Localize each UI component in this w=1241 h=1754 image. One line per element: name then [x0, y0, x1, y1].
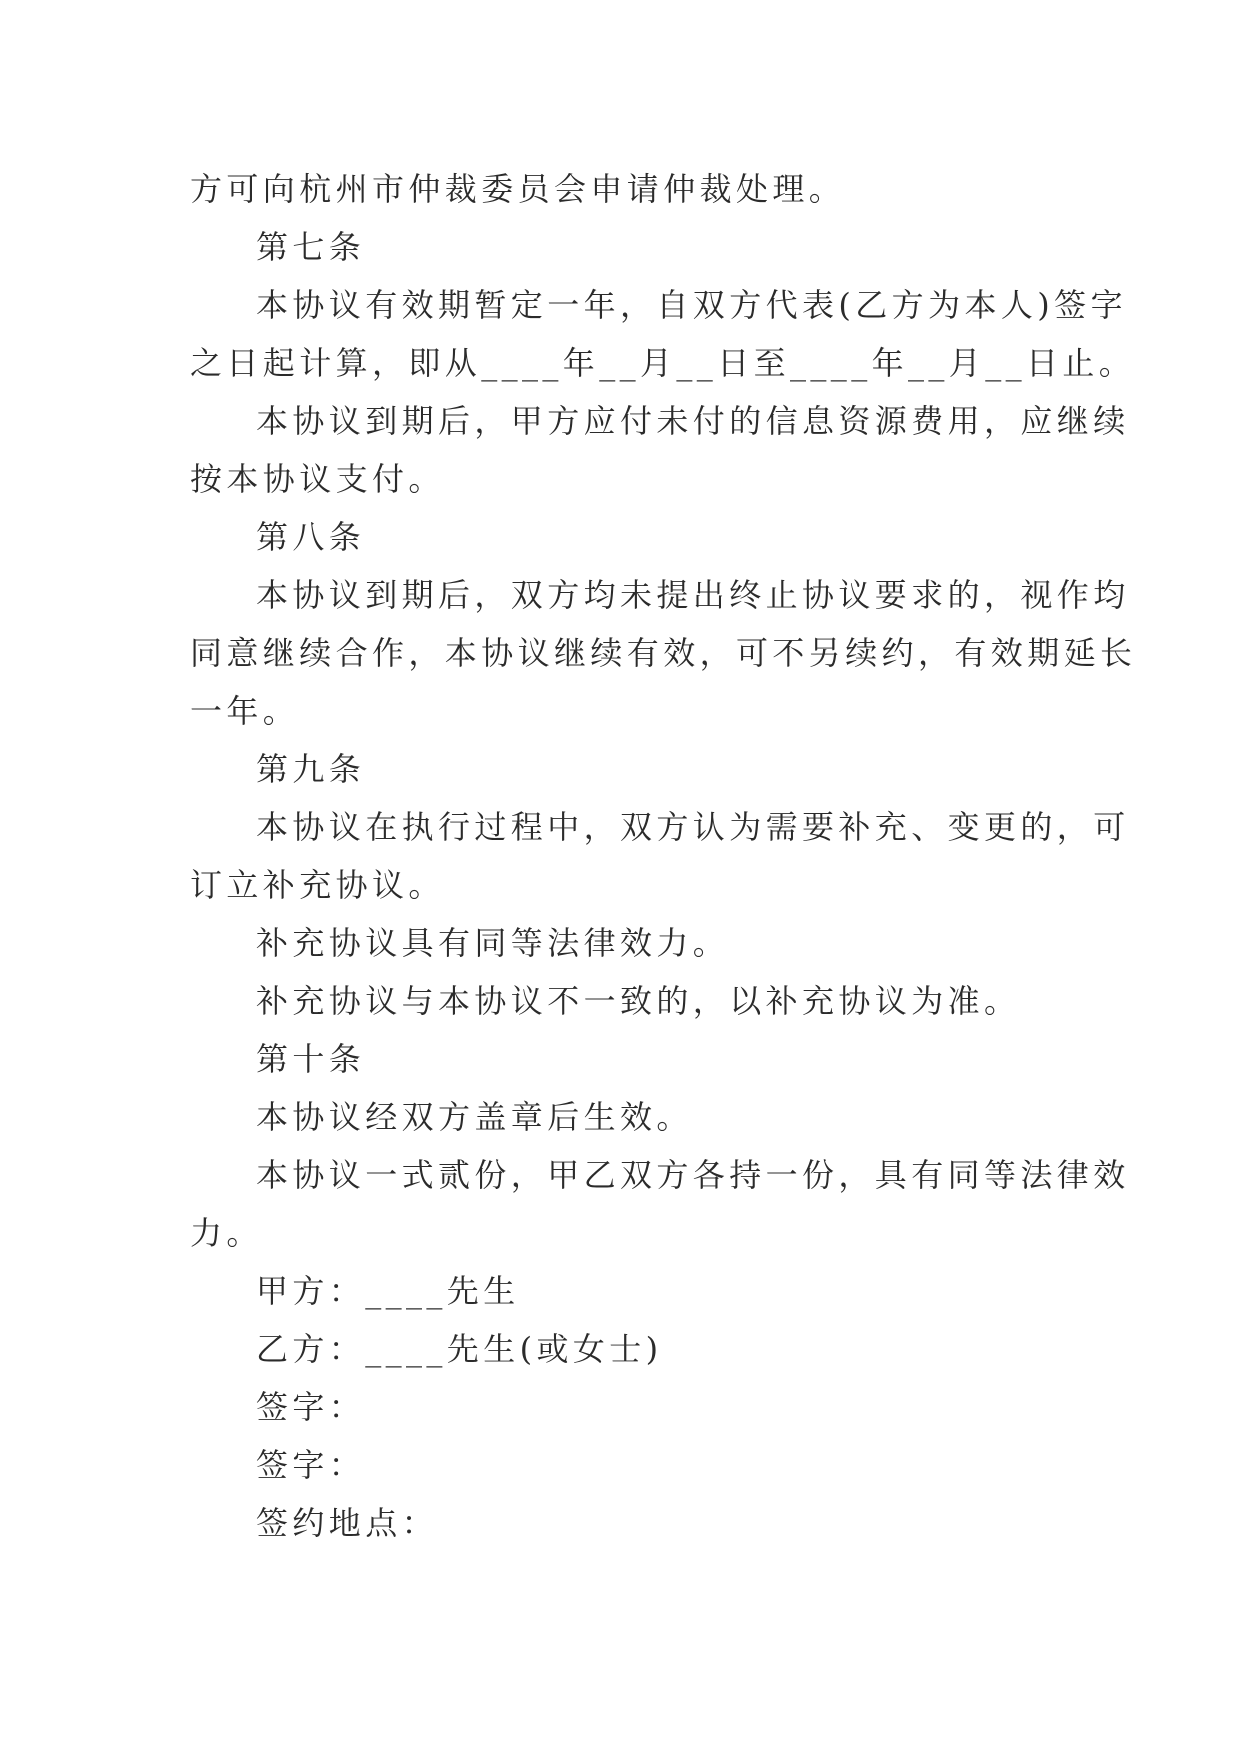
text-line: 本协议一式贰份，甲乙双方各持一份，具有同等法律效: [256, 1156, 1130, 1194]
document-body: [190, 160, 1137, 1552]
text-line: 本协议在执行过程中，双方认为需要补充、变更的，可: [256, 808, 1130, 846]
text-line: 本协议到期后，甲方应付未付的信息资源费用，应继续: [256, 402, 1130, 440]
text-line: 之日起计算，即从____年__月__日至____年__月__日止。: [190, 344, 1136, 382]
article-heading: 第十条: [256, 1040, 366, 1078]
text-line: 同意继续合作，本协议继续有效，可不另续约，有效期延长: [190, 634, 1137, 672]
text-line: 力。: [190, 1214, 263, 1252]
article-heading: 第七条: [256, 228, 366, 266]
signature-line: 签字：: [256, 1388, 366, 1426]
text-line: 按本协议支付。: [190, 460, 445, 498]
text-line: 补充协议具有同等法律效力。: [256, 924, 730, 962]
text-line: 订立补充协议。: [190, 866, 445, 904]
party-b-line: 乙方：____先生(或女士): [256, 1330, 663, 1368]
signing-place-line: 签约地点：: [256, 1504, 439, 1542]
article-heading: 第九条: [256, 750, 366, 788]
text-line: 一年。: [190, 692, 300, 730]
text-line: 本协议经双方盖章后生效。: [256, 1098, 693, 1136]
text-line: 本协议有效期暂定一年，自双方代表(乙方为本人)签字: [256, 286, 1127, 324]
text-line: 补充协议与本协议不一致的，以补充协议为准。: [256, 982, 1021, 1020]
text-line: 方可向杭州市仲裁委员会申请仲裁处理。: [190, 170, 846, 208]
article-heading: 第八条: [256, 518, 366, 556]
signature-line: 签字：: [256, 1446, 366, 1484]
party-a-line: 甲方：____先生: [256, 1272, 520, 1310]
text-line: 本协议到期后，双方均未提出终止协议要求的，视作均: [256, 576, 1130, 614]
